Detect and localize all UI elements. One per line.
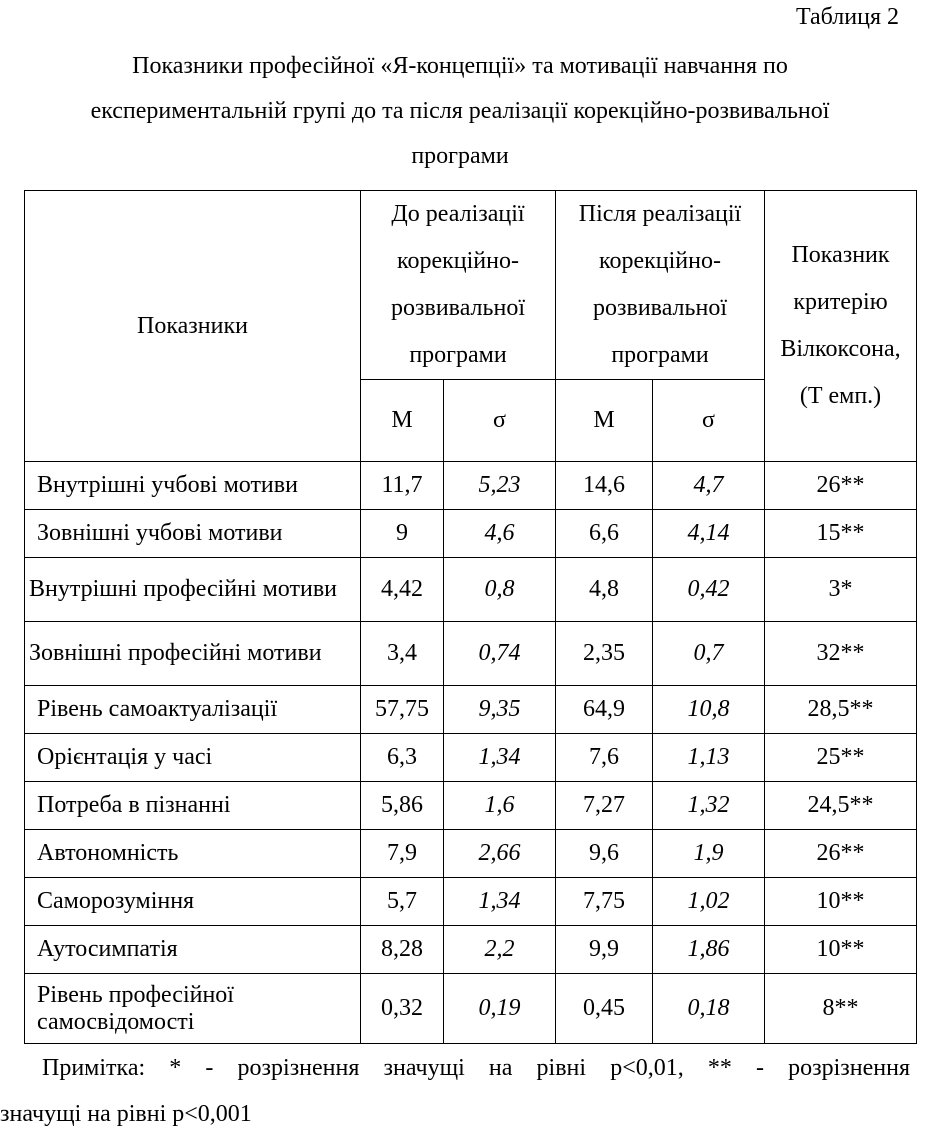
cell-sigma-after: 0,42	[653, 558, 765, 622]
table-caption: Таблиця 2	[795, 4, 899, 30]
row-label: Орієнтація у часі	[25, 734, 361, 782]
row-label: Зовнішні учбові мотиви	[25, 510, 361, 558]
cell-sigma-before: 0,74	[444, 622, 556, 686]
row-label: Потреба в пізнанні	[25, 782, 361, 830]
header-after: Після реалізації корекційно- розвивальної програми	[556, 191, 765, 380]
title-line: Показники професійної «Я-концепції» та мотивації навчання по	[132, 53, 788, 79]
cell-m-after: 4,8	[556, 558, 653, 622]
cell-wilcoxon: 3*	[765, 558, 917, 622]
header-wilcoxon: Показник критерію Вілкоксона, (Т емп.)	[765, 191, 917, 462]
cell-sigma-after: 4,7	[653, 462, 765, 510]
cell-wilcoxon: 26**	[765, 462, 917, 510]
cell-sigma-after: 10,8	[653, 686, 765, 734]
table-row	[25, 462, 917, 510]
cell-sigma-after: 0,7	[653, 622, 765, 686]
cell-sigma-before: 1,34	[444, 878, 556, 926]
cell-sigma-after: 1,32	[653, 782, 765, 830]
row-label: Аутосимпатія	[25, 926, 361, 974]
row-label: Зовнішні професійні мотиви	[25, 622, 361, 686]
table-row	[25, 622, 917, 686]
cell-m-before: 57,75	[361, 686, 444, 734]
table-row	[25, 734, 917, 782]
cell-m-after: 2,35	[556, 622, 653, 686]
cell-sigma-before: 0,8	[444, 558, 556, 622]
table-row	[25, 926, 917, 974]
cell-sigma-after: 0,18	[653, 974, 765, 1044]
cell-sigma-before: 2,66	[444, 830, 556, 878]
cell-wilcoxon: 28,5**	[765, 686, 917, 734]
cell-wilcoxon: 15**	[765, 510, 917, 558]
cell-sigma-after: 1,86	[653, 926, 765, 974]
note-line: Примітка: * - розрізнення значущі на рівні р<0,01, ** - розрізнення	[42, 1055, 910, 1081]
table-row	[25, 558, 917, 622]
table-title	[0, 44, 920, 179]
row-label: Внутрішні учбові мотиви	[25, 462, 361, 510]
cell-wilcoxon: 26**	[765, 830, 917, 878]
cell-wilcoxon: 10**	[765, 878, 917, 926]
row-label: Саморозуміння	[25, 878, 361, 926]
table-row	[25, 878, 917, 926]
cell-m-before: 7,9	[361, 830, 444, 878]
cell-sigma-before: 0,19	[444, 974, 556, 1044]
cell-m-before: 6,3	[361, 734, 444, 782]
cell-m-before: 5,86	[361, 782, 444, 830]
header-m-after: М	[556, 380, 653, 462]
cell-m-after: 7,27	[556, 782, 653, 830]
cell-sigma-before: 4,6	[444, 510, 556, 558]
header-m-before: М	[361, 380, 444, 462]
cell-wilcoxon: 25**	[765, 734, 917, 782]
cell-sigma-after: 1,02	[653, 878, 765, 926]
table-row	[25, 974, 917, 1044]
row-label: Внутрішні професійні мотиви	[25, 558, 361, 622]
cell-sigma-after: 1,13	[653, 734, 765, 782]
row-label: Автономність	[25, 830, 361, 878]
cell-m-before: 4,42	[361, 558, 444, 622]
cell-m-after: 7,6	[556, 734, 653, 782]
cell-m-after: 64,9	[556, 686, 653, 734]
cell-sigma-before: 9,35	[444, 686, 556, 734]
row-label: Рівень професійної самосвідомості	[25, 974, 361, 1044]
title-line: експериментальній групі до та після реалізації корекційно-розвивальної	[90, 98, 830, 124]
cell-sigma-before: 1,6	[444, 782, 556, 830]
header-sigma-before: σ	[444, 380, 556, 462]
cell-m-after: 14,6	[556, 462, 653, 510]
title-line: програми	[411, 143, 509, 169]
header-before: До реалізації корекційно- розвивальної програми	[361, 191, 556, 380]
cell-sigma-before: 5,23	[444, 462, 556, 510]
cell-m-after: 9,9	[556, 926, 653, 974]
header-indicators: Показники	[25, 191, 361, 462]
cell-wilcoxon: 32**	[765, 622, 917, 686]
table-row	[25, 510, 917, 558]
cell-m-after: 7,75	[556, 878, 653, 926]
cell-m-after: 0,45	[556, 974, 653, 1044]
results-table	[24, 190, 917, 1044]
cell-m-before: 0,32	[361, 974, 444, 1044]
table-row	[25, 686, 917, 734]
cell-m-before: 3,4	[361, 622, 444, 686]
note-line: значущі на рівні р<0,001	[0, 1101, 252, 1127]
cell-m-after: 9,6	[556, 830, 653, 878]
cell-m-before: 5,7	[361, 878, 444, 926]
row-label: Рівень самоактуалізації	[25, 686, 361, 734]
cell-wilcoxon: 24,5**	[765, 782, 917, 830]
cell-m-before: 9	[361, 510, 444, 558]
cell-sigma-after: 1,9	[653, 830, 765, 878]
header-sigma-after: σ	[653, 380, 765, 462]
cell-wilcoxon: 10**	[765, 926, 917, 974]
cell-m-after: 6,6	[556, 510, 653, 558]
cell-sigma-before: 1,34	[444, 734, 556, 782]
table-note	[0, 1045, 910, 1137]
cell-sigma-before: 2,2	[444, 926, 556, 974]
cell-wilcoxon: 8**	[765, 974, 917, 1044]
table-row	[25, 830, 917, 878]
cell-m-before: 8,28	[361, 926, 444, 974]
cell-m-before: 11,7	[361, 462, 444, 510]
table-row	[25, 782, 917, 830]
cell-sigma-after: 4,14	[653, 510, 765, 558]
